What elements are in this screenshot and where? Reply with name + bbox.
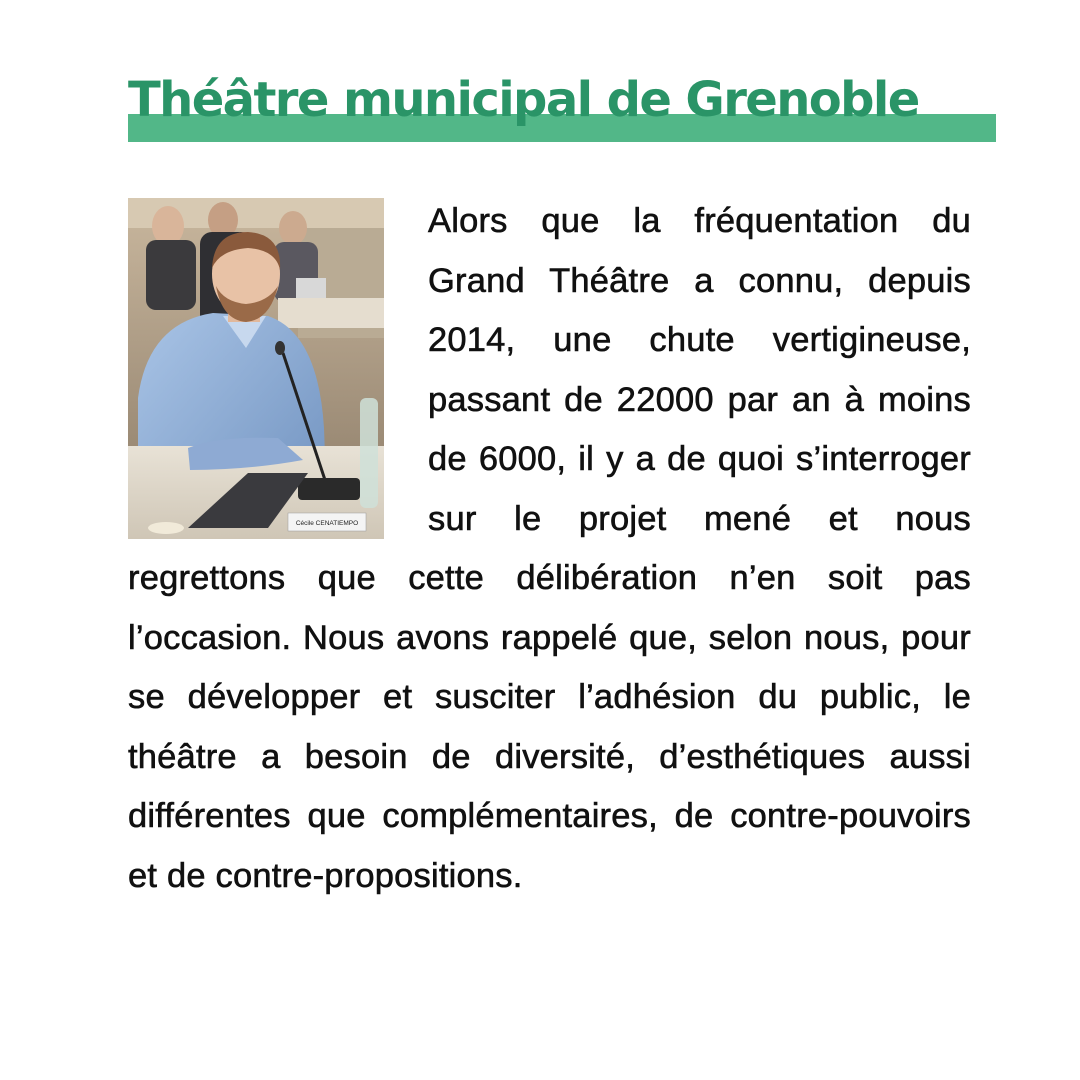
article-body [128, 192, 971, 906]
page-title: Théâtre municipal de Grenoble [128, 72, 919, 128]
photo-spacer [128, 192, 428, 549]
article-paragraph: Alors que la fréquentation du Grand Théâtre a connu, depuis 2014, une chute vertigineuse, passant de 22000 par an à moins de 6000, il y a de quoi s’interroger sur le projet mené et nous regrettons que cette délibération n’en soit pas l’occasion. Nous avons rappelé que, selon nous, pour se développer et susciter l’adhésion du public, le théâtre a besoin de diversité, d’esthétiques aussi différentes que complémentaires, de contre-pouvoirs et de contre-propositions. [128, 202, 971, 895]
nameplate-text: Cécile CENATIEMPO [295, 520, 359, 527]
title-block [128, 62, 998, 142]
